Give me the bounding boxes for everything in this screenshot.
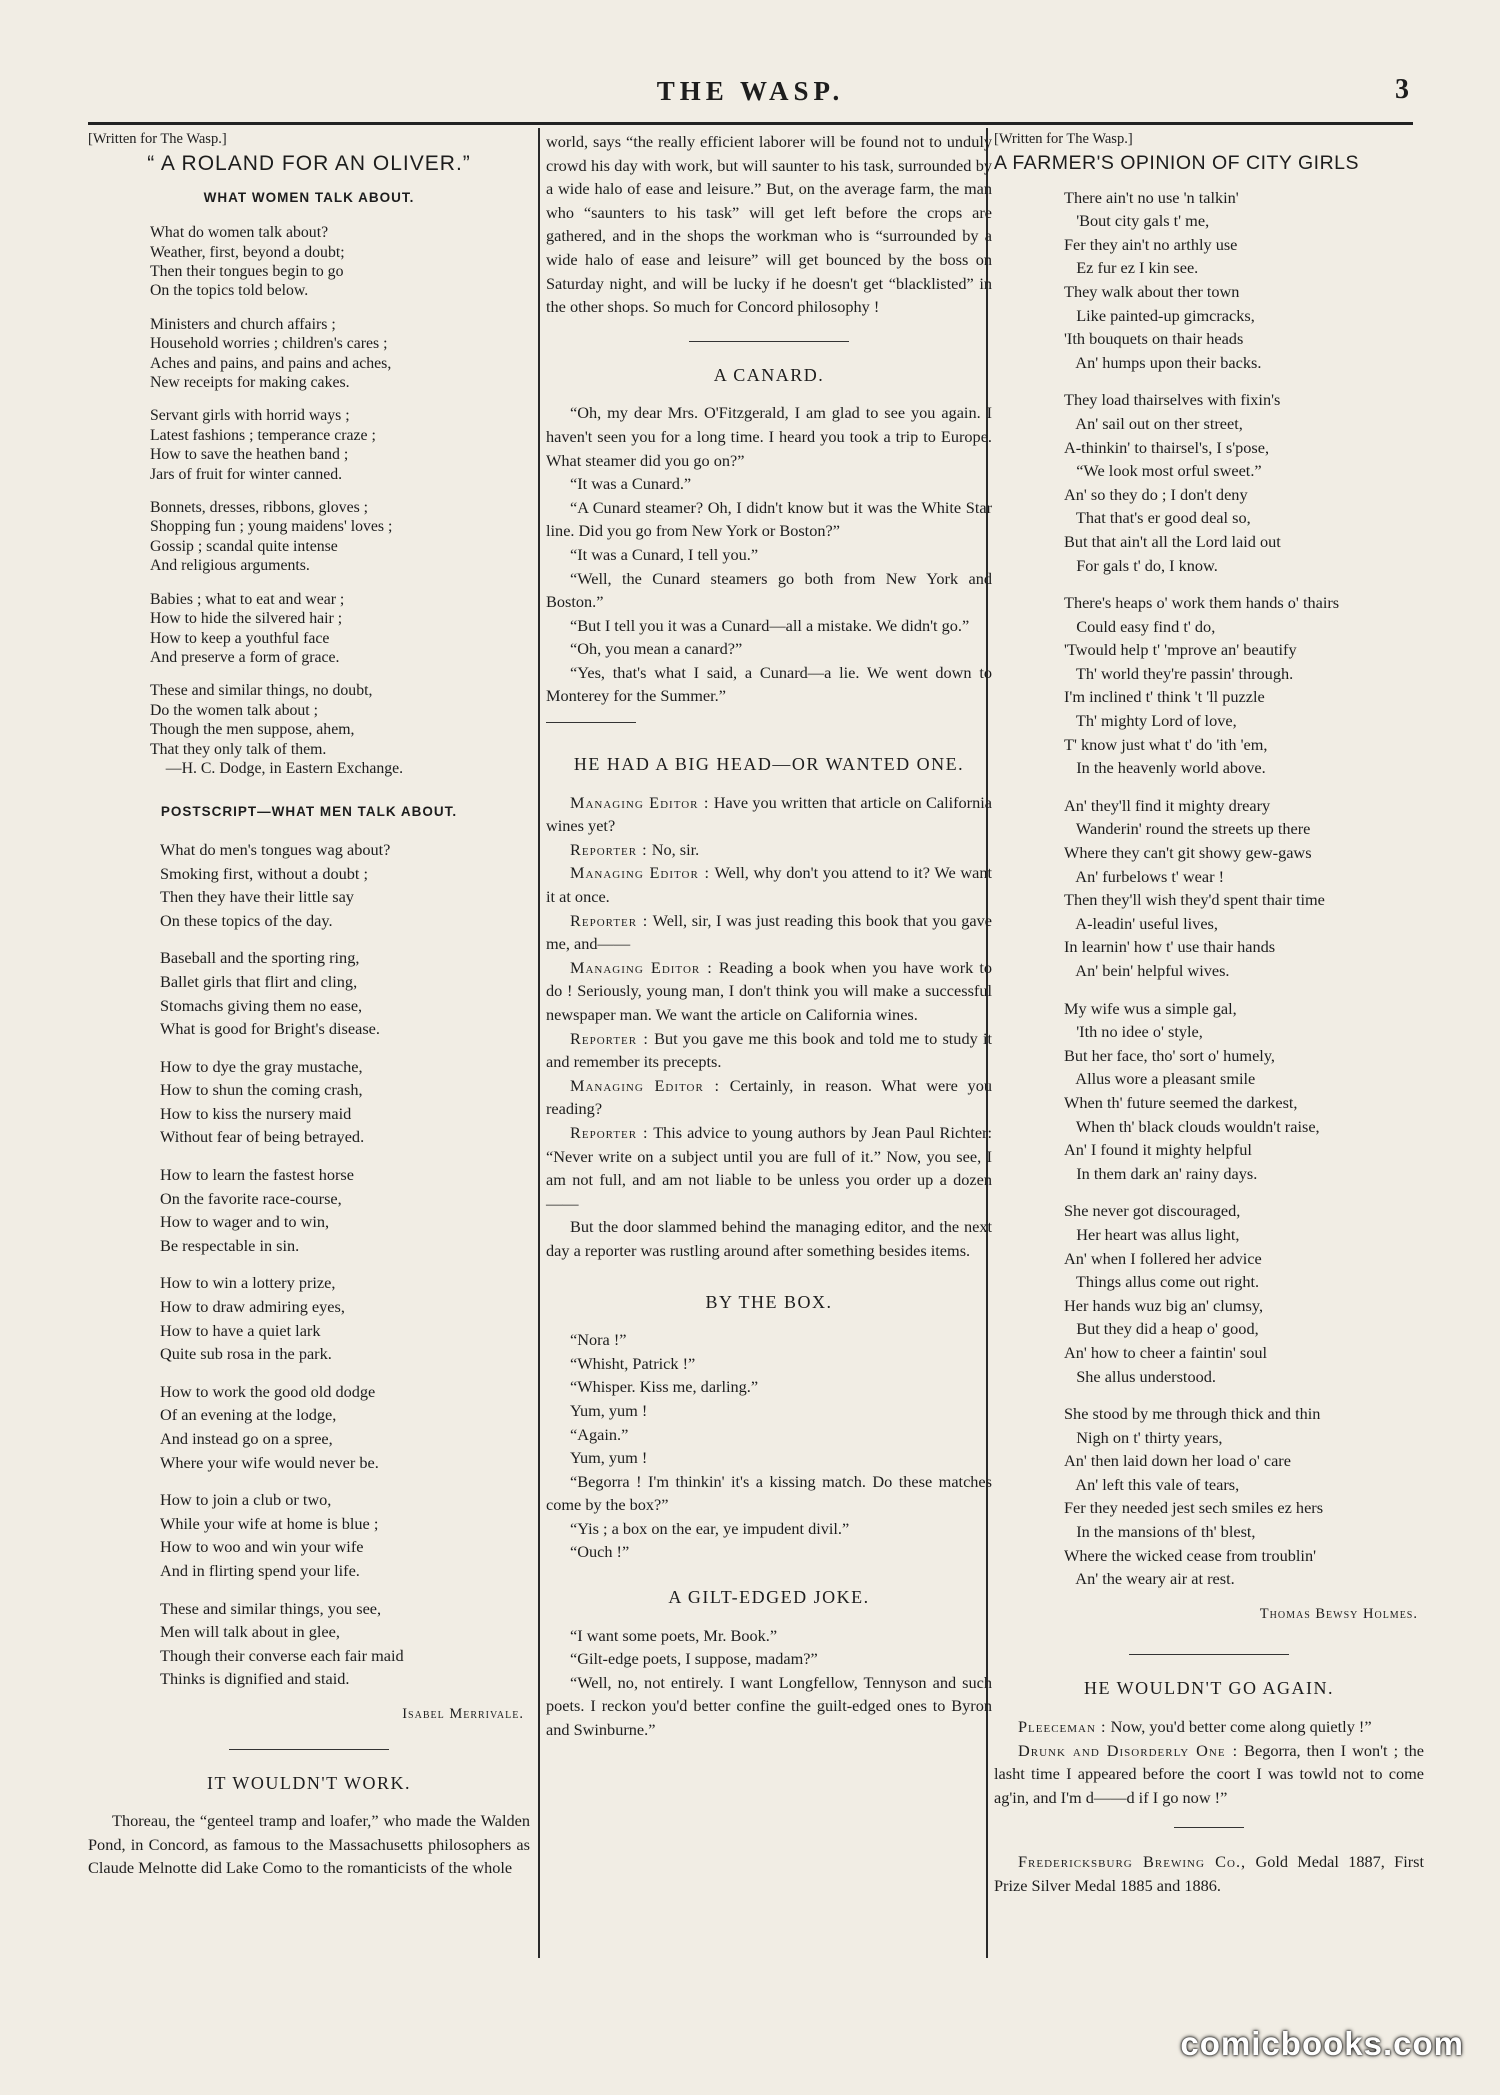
section-divider [1129,1654,1289,1655]
dialogue-line [546,1074,992,1121]
speech: Well, sir, I was just reading this book that you gave me, and—— [546,910,992,954]
stanza [1064,794,1424,983]
stanza [1064,186,1424,375]
story-paragraph: Thoreau, the “genteel tramp and loafer,” who made the Walden Pond, in Concord, as famous to the Massachusetts philosophers as Claude Melnotte did Lake Como to the romanticists of the whole [88,1811,530,1878]
poem-line: In them dark an' rainy days. [1064,1163,1258,1183]
poem-line: These and similar things, no doubt, [150,682,373,700]
poem-line: New receipts for making cakes. [150,374,350,392]
poem-attribution: Isabel Merrivale. [402,1705,524,1722]
poem-line: Aches and pains, and pains and aches, [150,354,392,372]
poem-line: Men will talk about in glee, [160,1622,340,1642]
poem-line: Without fear of being betrayed. [160,1127,365,1147]
watermark: comicbooks.com [1180,2025,1464,2062]
again-dialogue [994,1715,1424,1809]
poem-line: An' sail out on ther street, [1064,413,1243,433]
speaker: Pleeceman : [1018,1717,1107,1737]
dialogue-line: “Whisht, Patrick !” [570,1353,696,1373]
stanza [160,1163,530,1257]
column-divider-1 [538,128,540,1958]
canard-title: A CANARD. [713,364,825,385]
section-divider [546,722,636,723]
poem-line: Her hands wuz big an' clumsy, [1064,1295,1264,1315]
big-head-title: HE HAD A BIG HEAD—OR WANTED ONE. [573,754,965,775]
speech: But you gave me this book and told me to study it and remember its precepts. [546,1028,993,1072]
column-3 [994,130,1424,1898]
poem-line: How to kiss the nursery maid [160,1103,352,1123]
dialogue-line [546,838,992,862]
poem-line: How to save the heathen band ; [150,446,349,464]
poem-line: Smoking first, without a doubt ; [160,863,369,883]
dialogue-line [546,791,992,838]
speaker: Reporter : [570,1028,649,1048]
page-header [88,62,1413,125]
advertisement-text: Gold Medal 1887, First Prize Silver Medal 1885 and 1886. [994,1852,1424,1895]
poem-line: What do women talk about? [150,224,329,242]
stanza [160,946,530,1040]
stanza [1064,591,1424,780]
poem-line: Then they'll wish they'd spent thair time [1064,890,1325,910]
dialogue-line: “Ouch !” [570,1542,630,1562]
poem-line: Ministers and church affairs ; [150,315,336,333]
dialogue-line: “Yes, that's what I said, a Cunard—a lie. We went down to Monterey for the Summer.” [546,662,992,706]
speaker: Reporter : [570,910,649,930]
poem-line: They walk about ther town [1064,281,1240,301]
speaker: Managing Editor : [570,863,711,883]
speaker: Drunk and Disorderly One : [1018,1740,1239,1760]
stanza [160,1380,530,1474]
poem-line: Babies ; what to eat and wear ; [150,590,345,608]
stanza [150,223,530,301]
poem-title: “ A ROLAND FOR AN OLIVER.” [147,152,471,175]
poem-line: Th' mighty Lord of love, [1064,711,1237,731]
poem-line: An' left this vale of tears, [1064,1474,1240,1494]
poem-line: An' when I follered her advice [1064,1248,1262,1268]
poem-line: Thinks is dignified and staid. [160,1669,350,1689]
poem-line: My wife wus a simple gal, [1064,998,1237,1018]
poem-line: But that ain't all the Lord laid out [1064,531,1281,551]
stanza [160,1597,530,1691]
dialogue-line: Yum, yum ! [570,1400,648,1420]
poem-line: But they did a heap o' good, [1064,1319,1259,1339]
poem-line: How to wager and to win, [160,1212,330,1232]
poem-line: Weather, first, beyond a doubt; [150,243,345,261]
stanza [160,1055,530,1149]
poem-women [88,223,530,778]
poem-line: These and similar things, you see, [160,1598,382,1618]
poem-line: How to woo and win your wife [160,1537,364,1557]
advertiser-name: Fredericksburg Brewing Co., [1018,1852,1247,1872]
poem-line: Nigh on t' thirty years, [1064,1427,1223,1447]
stanza [1064,388,1424,577]
poem-line: Of an evening at the lodge, [160,1405,337,1425]
dialogue-line: “It was a Cunard.” [570,474,692,494]
joke-title: A GILT-EDGED JOKE. [668,1587,870,1608]
poem-line: A-thinkin' to thairsel's, I s'pose, [1064,437,1270,457]
poem-line: Could easy find t' do, [1064,616,1216,636]
stanza [150,498,530,576]
poem-line: 'Bout city gals t' me, [1064,211,1210,231]
dialogue-line: “It was a Cunard, I tell you.” [570,544,759,564]
speech: This advice to young authors by Jean Paul Richter: “Never write on a subject until you are full of it.” Now, you see, I am not full, and am not liable to be unless you order up a dozen—— [546,1122,993,1213]
poem-men [88,838,530,1691]
poem-line: Latest fashions ; temperance craze ; [150,426,376,444]
poem-line: Quite sub rosa in the park. [160,1344,332,1364]
advertisement [994,1850,1424,1897]
poem-line: “We look most orful sweet.” [1064,461,1262,481]
poem-line: I'm inclined t' think 't 'll puzzle [1064,687,1265,707]
poem-line: How to draw admiring eyes, [160,1297,345,1317]
joke-dialogue [546,1624,992,1742]
dialogue-line [546,909,992,956]
poem-line: Wanderin' round the streets up there [1064,819,1311,839]
poem-line: Then they have their little say [160,887,354,907]
poem-line: An' humps upon their backs. [1064,352,1262,372]
poem-line: An' so they do ; I don't deny [1064,484,1248,504]
poem-line: Though the men suppose, ahem, [150,721,355,739]
again-title: HE WOULDN'T GO AGAIN. [1083,1678,1335,1699]
dialogue-line: “Gilt-edge poets, I suppose, madam?” [570,1649,818,1669]
poem-line: On these topics of the day. [160,910,333,930]
section-divider [689,341,849,342]
dialogue-line: Yum, yum ! [570,1448,648,1468]
poem-subtitle-2: POSTSCRIPT—WHAT MEN TALK ABOUT. [160,804,458,820]
stanza [150,681,530,778]
poem-line: Gossip ; scandal quite intense [150,537,338,555]
big-head-dialogue [546,791,992,1216]
poem-line: In the mansions of th' blest, [1064,1522,1256,1542]
poem-line: Ballet girls that flirt and cling, [160,971,358,991]
dialogue-line: “Nora !” [570,1330,627,1350]
dialogue-line: “Yis ; a box on the ear, ye impudent divil.” [570,1518,850,1538]
dialogue-line [546,956,992,1027]
stanza [150,406,530,484]
stanza [150,590,530,668]
poem-line: Where they can't git showy gew-gaws [1064,843,1312,863]
speech: Now, you'd better come along quietly !” [1110,1717,1372,1737]
column-2 [546,130,992,1742]
poem-line: Shopping fun ; young maidens' loves ; [150,518,393,536]
speaker: Managing Editor : [570,792,710,812]
dialogue-line: “Oh, my dear Mrs. O'Fitzgerald, I am glad to see you again. I haven't seen you for a long time. I heard you took a trip to Europe. What steamer did you go on?” [546,403,992,470]
poem-line: Jars of fruit for winter canned. [150,465,343,483]
dialogue-line: “A Cunard steamer? Oh, I didn't know but it was the White Star line. Did you go from New York or Boston?” [546,497,992,541]
section-divider [229,1749,389,1750]
poem-line: But her face, tho' sort o' humely, [1064,1045,1275,1065]
poem-line: An' how to cheer a faintin' soul [1064,1342,1267,1362]
stanza [160,1488,530,1582]
column-1 [88,130,530,1880]
poem-line: An' they'll find it mighty dreary [1064,795,1271,815]
dialogue-line [994,1715,1424,1739]
poem-line: Her heart was allus light, [1064,1224,1240,1244]
dialogue-line: “Whisper. Kiss me, darling.” [570,1377,759,1397]
dialogue-line: “I want some poets, Mr. Book.” [570,1625,778,1645]
poem-line: Do the women talk about ; [150,701,319,719]
poem-line: And religious arguments. [150,557,310,575]
poem-line: Fer they needed jest sech smiles ez hers [1064,1498,1324,1518]
speech: Have you written that article on California wines yet? [546,792,992,836]
poem-line: Where your wife would never be. [160,1452,379,1472]
poem-line: Ez fur ez I kin see. [1064,258,1199,278]
farmer-poem [994,186,1424,1591]
poem-line: What is good for Bright's disease. [160,1019,380,1039]
stanza [160,838,530,932]
poem-line: Stomachs giving them no ease, [160,995,363,1015]
poem-line: When th' black clouds wouldn't raise, [1064,1116,1320,1136]
poem-line: Baseball and the sporting ring, [160,948,360,968]
speaker: Managing Editor : [570,1075,721,1095]
poem-line: How to shun the coming crash, [160,1080,363,1100]
farmer-poem-title: A FARMER'S OPINION OF CITY GIRLS [994,152,1360,174]
poem-line: How to have a quiet lark [160,1320,321,1340]
page-number: 3 [1395,74,1409,105]
poem-line: How to join a club or two, [160,1490,332,1510]
poem-line: There's heaps o' work them hands o' thairs [1064,593,1340,613]
poem-line: And preserve a form of grace. [150,648,340,666]
poem-line: Fer they ain't no arthly use [1064,234,1238,254]
dialogue-line: “Begorra ! I'm thinkin' it's a kissing match. Do these matches come by the box?” [546,1471,992,1515]
poem-line: —H. C. Dodge, in Eastern Exchange. [150,759,404,777]
poem-line: How to keep a youthful face [150,629,330,647]
poem-line: 'Twould help t' 'mprove an' beautify [1064,640,1297,660]
speaker: Managing Editor : [570,957,713,977]
dialogue-line: “Oh, you mean a canard?” [570,639,743,659]
poem-line: How to win a lottery prize, [160,1273,336,1293]
dialogue-line: “But I tell you it was a Cunard—all a mistake. We didn't go.” [570,615,970,635]
poem-line: They load thairselves with fixin's [1064,390,1281,410]
poem-line: How to learn the fastest horse [160,1165,354,1185]
poem-line: In learnin' how t' use thair hands [1064,937,1276,957]
poem-line: Like painted-up gimcracks, [1064,305,1255,325]
poem-line: How to work the good old dodge [160,1381,376,1401]
section-divider [1174,1827,1244,1828]
speech: Well, why don't you attend to it? We want it at once. [546,863,992,907]
poem-line: A-leadin' useful lives, [1064,913,1218,933]
poem-line: An' I found it mighty helpful [1064,1140,1252,1160]
poem-line: Household worries ; children's cares ; [150,335,388,353]
dialogue-line [546,1121,992,1215]
speech: Reading a book when you have work to do ! Seriously, young man, I don't think you will make a successful newspaper man. We want the article on California wines. [546,957,992,1024]
canard-dialogue [546,401,992,708]
credit-line: [Written for The Wasp.] [88,131,227,147]
speech: Begorra, then I won't ; the lasht time I appeared before the coort I was towld not to come ag'in, and I'm d——d if I go now !” [994,1740,1424,1807]
poem-line: She allus understood. [1064,1366,1216,1386]
poem-line: Be respectable in sin. [160,1235,300,1255]
big-head-ending: But the door slammed behind the managing editor, and the next day a reporter was rustling around after something besides items. [546,1217,992,1260]
poem-line: An' bein' helpful wives. [1064,961,1230,980]
poem-line: On the favorite race-course, [160,1188,342,1208]
box-title: BY THE BOX. [705,1291,833,1312]
poem-line: Allus wore a pleasant smile [1064,1069,1256,1089]
speech: Certainly, in reason. What were you reading? [546,1075,992,1119]
poem-line: What do men's tongues wag about? [160,839,391,859]
poem-line: While your wife at home is blue ; [160,1513,379,1533]
poem-line: 'Ith bouquets on thair heads [1064,329,1244,349]
poem-line: Though their converse each fair maid [160,1645,404,1665]
poem-line: She stood by me through thick and thin [1064,1404,1321,1424]
dialogue-line: “Again.” [570,1424,629,1444]
poem-line: There ain't no use 'n talkin' [1064,187,1239,207]
dialogue-line [994,1739,1424,1810]
box-dialogue [546,1328,992,1564]
poem-line: An' the weary air at rest. [1064,1569,1235,1589]
poem-line: On the topics told below. [150,282,309,300]
stanza [150,315,530,393]
poem-line: That that's er good deal so, [1064,508,1251,528]
dialogue-line [546,1027,992,1074]
poem-line: How to dye the gray mustache, [160,1056,363,1076]
poem-subtitle: WHAT WOMEN TALK ABOUT. [203,189,415,205]
credit-line: [Written for The Wasp.] [994,131,1133,147]
dialogue-line: “Well, no, not entirely. I want Longfellow, Tennyson and such poets. I reckon you'd better confine the guilt-edged ones to Byron and Swinburne.” [546,1672,992,1740]
poem-line: An' then laid down her load o' care [1064,1451,1291,1471]
poem-line: And instead go on a spree, [160,1429,333,1448]
poem-line: Where the wicked cease from troublin' [1064,1545,1317,1565]
poem-line: Things allus come out right. [1064,1272,1260,1292]
poem-line: Servant girls with horrid ways ; [150,407,350,425]
farmer-poem-attribution: Thomas Bewsy Holmes. [1259,1605,1418,1622]
stanza [1064,997,1424,1186]
poem-line: In the heavenly world above. [1064,758,1266,778]
poem-line: Then their tongues begin to go [150,263,344,280]
poem-line: Th' world they're passin' through. [1064,663,1294,683]
poem-line: For gals t' do, I know. [1064,555,1218,575]
dialogue-line: “Well, the Cunard steamers go both from New York and Boston.” [546,568,992,612]
poem-line: 'Ith no idee o' style, [1064,1022,1203,1042]
poem-line: An' furbelows t' wear ! [1064,866,1225,886]
masthead: THE WASP. [656,76,845,106]
story-title: IT WOULDN'T WORK. [207,1772,411,1793]
dialogue-line [546,861,992,908]
stanza [1064,1402,1424,1591]
speech: No, sir. [651,839,700,859]
poem-line: And in flirting spend your life. [160,1560,360,1580]
poem-line: When th' future seemed the darkest, [1064,1092,1298,1112]
poem-line: Bonnets, dresses, ribbons, gloves ; [150,499,369,517]
poem-line: That they only talk of them. [150,740,327,758]
stanza [1064,1199,1424,1388]
continued-paragraph: world, says “the really efficient laborer will be found not to unduly crowd his day with work, but will saunter to his task, surrounded by a wide halo of ease and leisure.” But, on the average farm, the man who “saunters to his task” will get left before the crops are gathered, and in the shops the workman who is “surrounded by a wide halo of ease and leisure” will get bounced by the boss on Saturday night, and will be lucky if he doesn't get “blacklisted” in the other shops. So much for Concord philosophy ! [546,132,992,317]
poem-line: She never got discouraged, [1064,1201,1241,1221]
poem-line: How to hide the silvered hair ; [150,610,343,628]
stanza [160,1271,530,1365]
speaker: Reporter : [570,839,648,859]
speaker: Reporter : [570,1122,649,1142]
poem-line: T' know just what t' do 'ith 'em, [1064,734,1268,754]
